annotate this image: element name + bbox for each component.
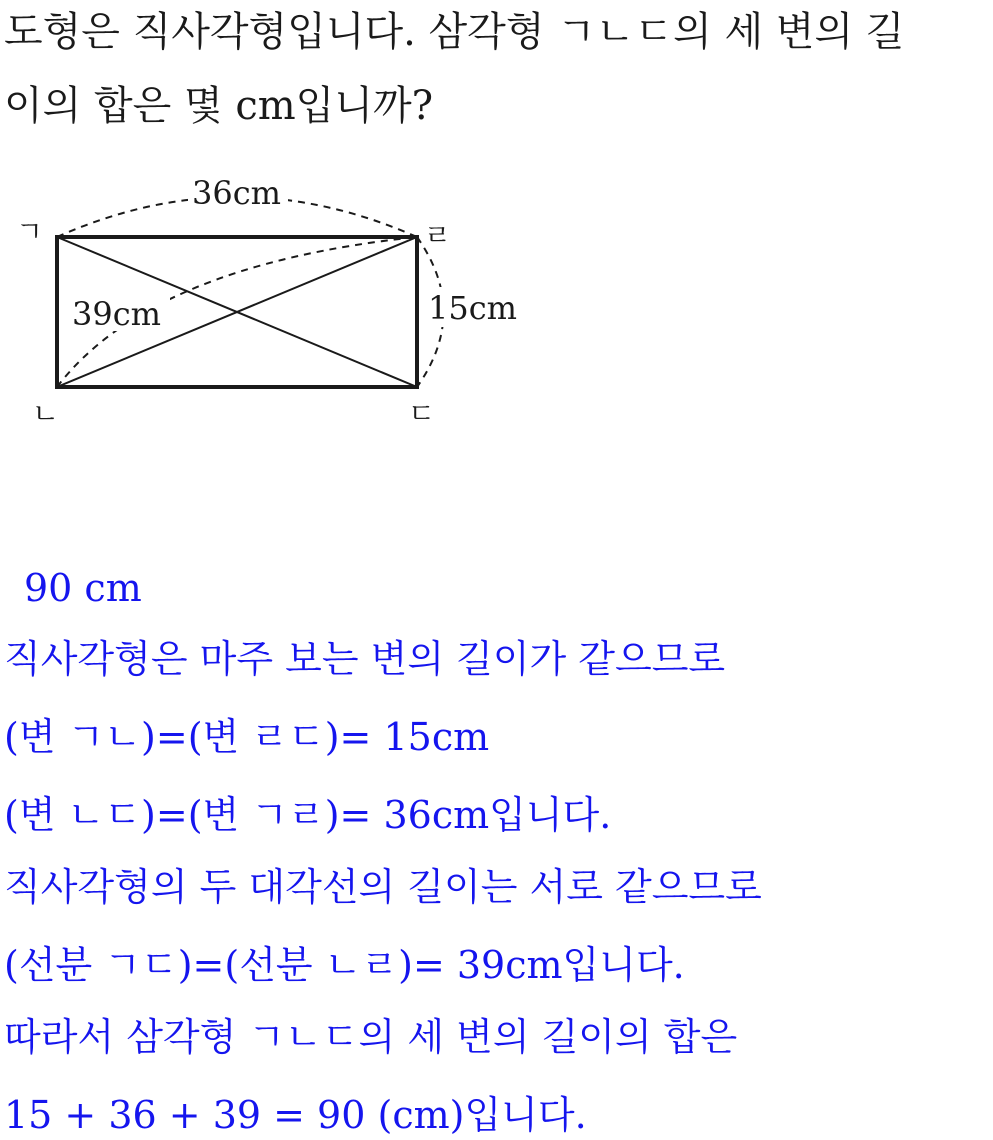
top-length-label: 36cm [192, 174, 281, 212]
explanation-line-2: (변 ㄱㄴ)=(변 ㄹㄷ)= 15cm [4, 715, 490, 759]
diagonal-length-label: 39cm [72, 295, 161, 333]
side-length-label: 15cm [428, 289, 517, 327]
vertex-top-right: ㄹ [424, 219, 452, 252]
vertex-top-left: ㄱ [16, 215, 44, 248]
answer-value: 90 cm [24, 566, 142, 610]
vertex-bottom-left: ㄴ [32, 397, 60, 430]
explanation-line-7: 15 + 36 + 39 = 90 (cm)입니다. [4, 1093, 587, 1137]
rectangle-figure [0, 165, 560, 435]
explanation-line-4: 직사각형의 두 대각선의 길이는 서로 같으므로 [4, 865, 762, 909]
vertex-bottom-right: ㄷ [408, 397, 436, 430]
question-line-2: 이의 합은 몇 cm입니까? [4, 83, 434, 129]
explanation-line-1: 직사각형은 마주 보는 변의 길이가 같으므로 [4, 637, 726, 681]
explanation-line-5: (선분 ㄱㄷ)=(선분 ㄴㄹ)= 39cm입니다. [4, 943, 685, 987]
explanation-line-3: (변 ㄴㄷ)=(변 ㄱㄹ)= 36cm입니다. [4, 793, 612, 837]
explanation-line-6: 따라서 삼각형 ㄱㄴㄷ의 세 변의 길이의 합은 [4, 1015, 738, 1059]
question-line-1: 도형은 직사각형입니다. 삼각형 ㄱㄴㄷ의 세 변의 길 [4, 9, 905, 55]
